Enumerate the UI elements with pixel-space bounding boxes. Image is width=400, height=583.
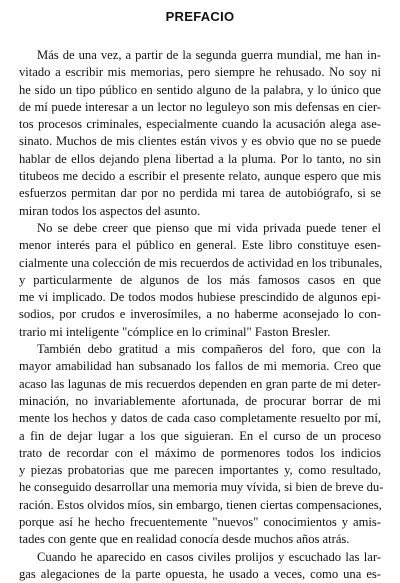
text-line: sodios, por crudos e inverosímiles, a no haberme aconsejado lo con- <box>19 307 381 322</box>
text-line: No se debe creer que pienso que mi vida privada puede tener el <box>37 220 381 235</box>
text-line: titubeos me decido a escribir el presente relato, aunque espero que mis <box>19 169 381 184</box>
text-line: vitado a escribir mis memorias, pero siempre he rehusado. No soy ni <box>19 65 381 80</box>
text-line: he sido un tipo público en sentido alguno de la palabra, y lo único que <box>19 82 381 97</box>
page-title: PREFACIO <box>165 9 235 24</box>
text-line: Más de una vez, a partir de la segunda guerra mundial, me han in- <box>37 48 381 62</box>
text-line: mente los hechos y datos de cada caso completamente resuelto por mí, <box>19 411 381 426</box>
text-line: menor interés para el público en general. Este libro constituye esen- <box>19 238 381 253</box>
text-line: mayor amabilidad han subsanado los fallos de mi memoria. Creo que <box>19 359 381 374</box>
text-line: gas alegaciones de la parte opuesta, he usado a veces, como una es- <box>19 566 381 581</box>
text-line: me vi implicado. De todos modos hubiese prescindido de algunos epi- <box>19 290 381 305</box>
text-line: miran todos los aspectos del asunto. <box>19 203 201 218</box>
text-line: he conseguido desarrollar una memoria muy vívida, si bien de breve du- <box>19 480 384 495</box>
text-line: También debo gratitud a mis compañeros del foro, que con la <box>37 342 381 357</box>
text-line: hablar de ellos dejando plena libertad a la pluma. Por lo tanto, no sin <box>19 151 381 166</box>
text-line: de mí puede interesar a un lector no leguleyo son mis defensas en cier- <box>19 99 381 114</box>
text-line: a fin de dejar lugar a los que siguieran. En el curso de un proceso <box>19 428 381 443</box>
text-line: trario mi inteligente "cómplice en lo criminal" Faston Bresler. <box>19 324 331 339</box>
body-text <box>19 47 384 583</box>
text-line: porque así he hecho frecuentemente "nuevos" conocimientos y amis- <box>19 515 381 530</box>
text-line: sinato. Muchos de mis clientes están vivos y es obvio que no se puede <box>19 134 381 149</box>
text-line: acaso las lagunas de mis recuerdos dependen en gran parte de mi deter- <box>19 376 381 391</box>
text-line: cialmente una colección de mis recuerdos de actividad en los tribunales, <box>19 255 383 270</box>
text-line: tos procesos criminales, especialmente cuando la acusación alega ase- <box>19 117 381 132</box>
text-line: ración. Estos olvidos míos, sin embargo, tienen ciertas compensaciones, <box>19 497 382 512</box>
text-line: trato de recordar con el máximo de pormenores todos los indicios <box>19 445 381 460</box>
text-line: esfuerzos permitan dar por no perdida mi tarea de autobiógrafo, si se <box>19 186 381 201</box>
text-line: tades con gente que en realidad conocía desde muchos años atrás. <box>19 532 350 547</box>
text-line: minación, no invariablemente afortunada, de procurar borrar de mi <box>19 393 381 408</box>
text-line: Cuando he aparecido en casos civiles prolijos y escuchado las lar- <box>37 549 381 564</box>
text-line: y piezas probatorias que me parecen importantes y, como resultado, <box>19 463 381 478</box>
text-line: y particularmente de algunos de los más famosos casos en que <box>19 272 381 287</box>
